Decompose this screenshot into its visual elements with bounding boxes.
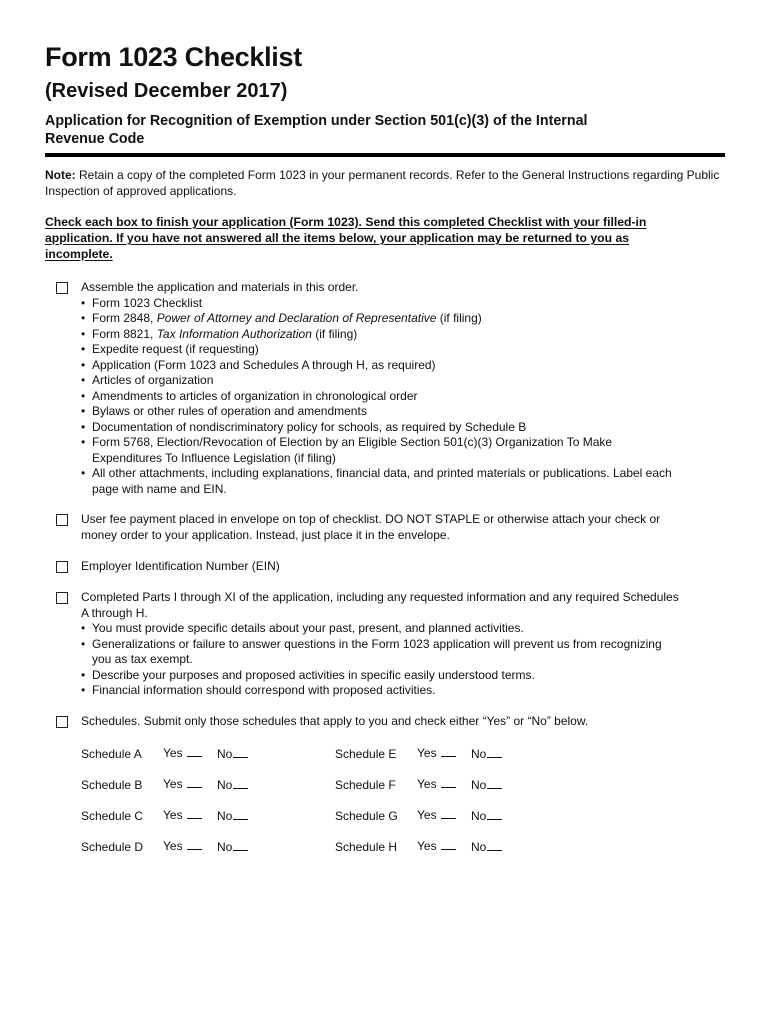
- schedule-label: Schedule B: [81, 778, 143, 792]
- list-item: • Form 5768, Election/Revocation of Election by an Eligible Section 501(c)(3) Organization To Make Expenditures To Influence Legislation (if filing): [81, 435, 681, 466]
- list-item: • Application (Form 1023 and Schedules A through H, as required): [81, 358, 681, 374]
- checkbox-completed-parts[interactable]: [56, 592, 68, 604]
- list-item: • Financial information should correspond with proposed activities.: [81, 683, 681, 699]
- checkbox-user-fee[interactable]: [56, 514, 68, 526]
- note-paragraph: [45, 168, 735, 199]
- list-item: • You must provide specific details about your past, present, and planned activities.: [81, 621, 681, 637]
- list-item: • Bylaws or other rules of operation and amendments: [81, 404, 681, 420]
- yes-option: Yes: [163, 777, 202, 791]
- schedule-label: Schedule F: [335, 778, 396, 792]
- schedule-label: Schedule H: [335, 840, 398, 854]
- item-body: [81, 512, 681, 543]
- schedule-label: Schedule D: [81, 840, 144, 854]
- yes-option: Yes: [417, 777, 456, 791]
- list-item: • Amendments to articles of organization in chronological order: [81, 389, 681, 405]
- yes-blank[interactable]: [441, 809, 456, 819]
- yes-option: Yes: [417, 839, 456, 853]
- checkbox-ein[interactable]: [56, 561, 68, 573]
- no-option: No: [471, 809, 502, 823]
- yes-option: Yes: [163, 746, 202, 760]
- item-text: User fee payment placed in envelope on top of checklist. DO NOT STAPLE or otherwise attach your check or money order to your application. Instead, just place it in the envelope.: [81, 512, 661, 542]
- no-blank[interactable]: [233, 841, 248, 851]
- checkbox-schedules[interactable]: [56, 716, 68, 728]
- schedule-label: Schedule A: [81, 747, 142, 761]
- no-option: No: [217, 778, 248, 792]
- list-item: • Articles of organization: [81, 373, 681, 389]
- item-text: Assemble the application and materials in this order.: [81, 280, 359, 294]
- yes-blank[interactable]: [441, 840, 456, 850]
- note-label: Note:: [45, 168, 76, 182]
- no-option: No: [471, 778, 502, 792]
- no-option: No: [217, 809, 248, 823]
- list-item: • Form 8821, Tax Information Authorization (if filing): [81, 327, 681, 343]
- list-item: • Form 2848, Power of Attorney and Declaration of Representative (if filing): [81, 311, 681, 327]
- item-body: [81, 590, 681, 699]
- header-divider: [45, 153, 725, 157]
- schedule-label: Schedule C: [81, 809, 144, 823]
- item-body: [81, 714, 681, 730]
- no-option: No: [471, 747, 502, 761]
- list-item: • Expedite request (if requesting): [81, 342, 681, 358]
- no-blank[interactable]: [233, 779, 248, 789]
- list-item: • Generalizations or failure to answer questions in the Form 1023 application will prevent us from recognizing you as tax exempt.: [81, 637, 681, 668]
- item-text: Completed Parts I through XI of the application, including any requested information and any required Schedules A through H.: [81, 590, 679, 620]
- no-blank[interactable]: [233, 810, 248, 820]
- no-blank[interactable]: [487, 748, 502, 758]
- no-blank[interactable]: [487, 810, 502, 820]
- no-blank[interactable]: [487, 841, 502, 851]
- item-text: Employer Identification Number (EIN): [81, 559, 280, 573]
- list-item: • Form 1023 Checklist: [81, 296, 681, 312]
- item-body: [81, 280, 681, 497]
- bullet-list: [81, 621, 681, 699]
- revision-date: (Revised December 2017): [45, 80, 288, 102]
- no-blank[interactable]: [233, 748, 248, 758]
- yes-blank[interactable]: [187, 809, 202, 819]
- no-option: No: [217, 747, 248, 761]
- yes-option: Yes: [163, 808, 202, 822]
- page-title: Form 1023 Checklist: [45, 42, 302, 72]
- no-option: No: [217, 840, 248, 854]
- yes-blank[interactable]: [187, 778, 202, 788]
- application-title: Application for Recognition of Exemption under Section 501(c)(3) of the Internal Revenue Code: [45, 113, 588, 147]
- yes-blank[interactable]: [441, 778, 456, 788]
- yes-blank[interactable]: [187, 747, 202, 757]
- list-item: • Describe your purposes and proposed activities in specific easily understood terms.: [81, 668, 681, 684]
- yes-option: Yes: [163, 839, 202, 853]
- instruction-text: Check each box to finish your application (Form 1023). Send this completed Checklist with your filled-in application. If you have not answered all the items below, your application may be returned to you as incomplete.: [45, 215, 647, 261]
- checkbox-assemble[interactable]: [56, 282, 68, 294]
- schedule-label: Schedule E: [335, 747, 397, 761]
- checklist-instruction: [45, 214, 685, 262]
- yes-blank[interactable]: [441, 747, 456, 757]
- schedule-label: Schedule G: [335, 809, 398, 823]
- item-body: [81, 559, 681, 575]
- list-item: • All other attachments, including explanations, financial data, and printed materials or publications. Label each page with name and EIN.: [81, 466, 681, 497]
- note-text: Retain a copy of the completed Form 1023 in your permanent records. Refer to the General Instructions regarding Public Inspection of approved applications.: [45, 168, 720, 198]
- yes-blank[interactable]: [187, 840, 202, 850]
- list-item: • Documentation of nondiscriminatory policy for schools, as required by Schedule B: [81, 420, 681, 436]
- yes-option: Yes: [417, 746, 456, 760]
- bullet-list: [81, 296, 681, 498]
- no-option: No: [471, 840, 502, 854]
- no-blank[interactable]: [487, 779, 502, 789]
- yes-option: Yes: [417, 808, 456, 822]
- item-text: Schedules. Submit only those schedules that apply to you and check either “Yes” or “No” below.: [81, 714, 589, 728]
